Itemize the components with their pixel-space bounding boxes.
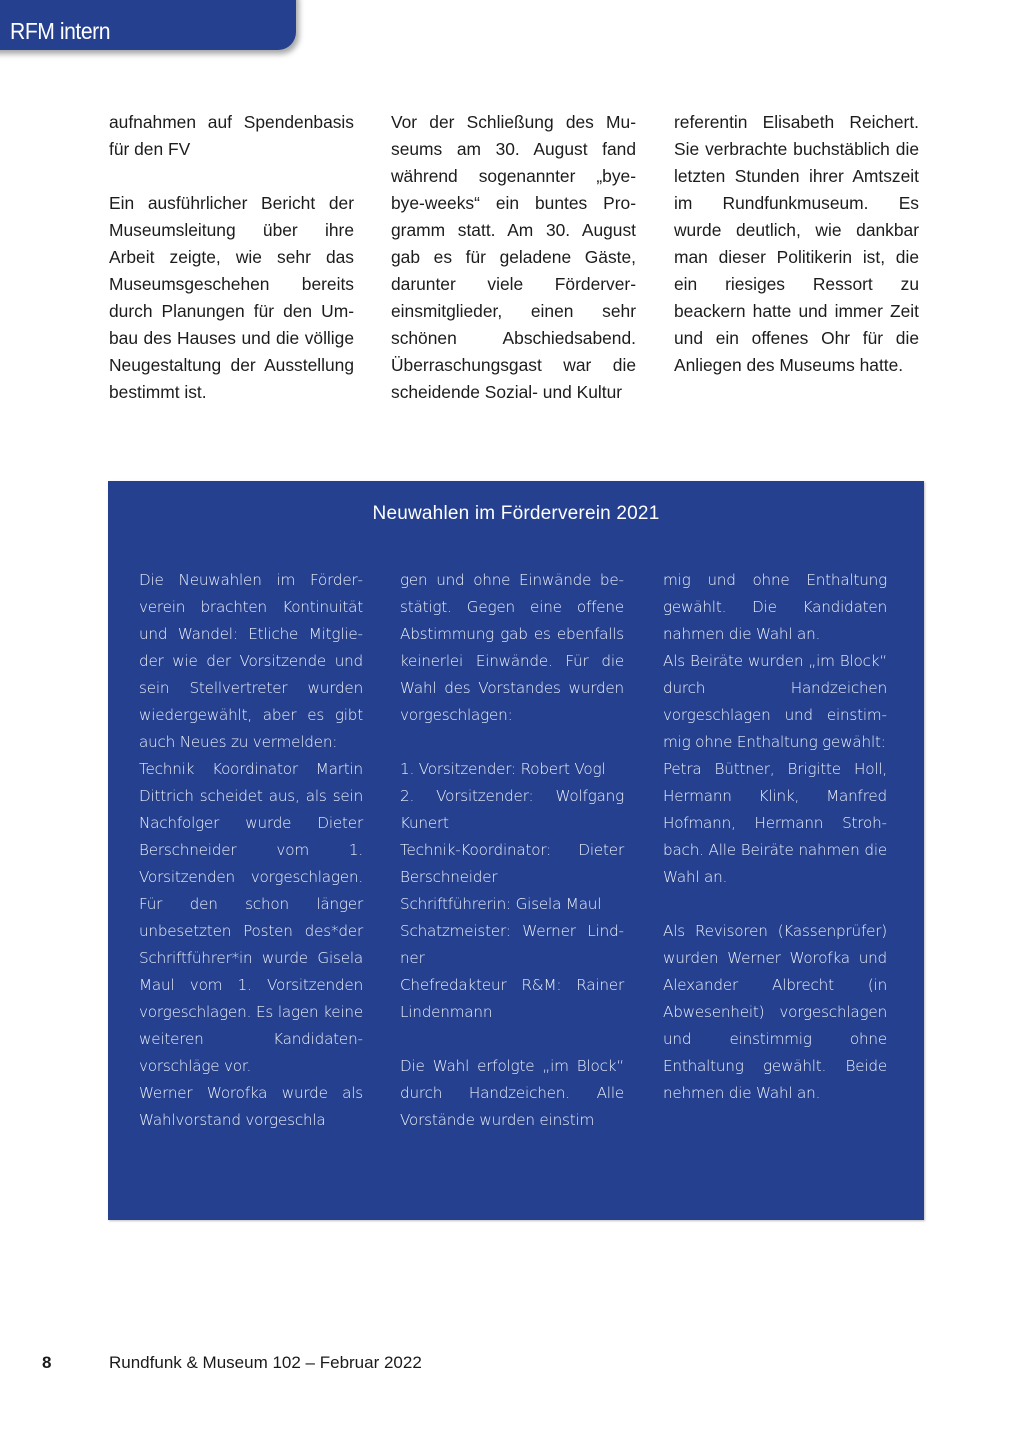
article-column-1 [109,109,354,406]
paragraph: Technik Koordinator Martin Dittrich scheidet aus, als sein Nachfolger wurde Dieter Berschneider vom 1. Vorsitzenden vorgeschlagen. Für den schon länger unbesetzten Posten des*der Schriftführer*in wurde Gisela Maul vom 1. Vorsitzenden vorgeschlagen. Es lagen keine weiteren Kandidatenvorschläge vor. [139,760,363,1075]
paragraph: Vor der Schließung des Museums am 30. August fand während sogenannter „bye-bye-weeks“ ein buntes Programm statt. Am 30. August gab es für geladene Gäste, darunter viele Fördervereinsmitglieder, einen sehr schönen Abschiedsabend. Überraschungsgast war die scheidende Sozial- und Kultur [391,112,636,402]
info-box-column-3 [663,567,887,1107]
paragraph: Werner Worofka wurde als Wahlvorstand vorgeschla [139,1084,363,1129]
nominee-item: Schriftführerin: Gisela Maul [400,895,602,913]
nominee-item: Technik-Koordinator: Dieter Berschneider [400,841,624,886]
nominee-item: Schatzmeister: Werner Lindner [400,922,624,967]
paragraph: gen und ohne Einwände bestätigt. Gegen eine offene Abstimmung gab es ebenfalls keinerlei Einwände. Für die Wahl des Vorstandes wurden vorgeschlagen: [400,571,624,724]
publication-footer: Rundfunk & Museum 102 – Februar 2022 [109,1353,422,1372]
paragraph: Als Beiräte wurden „im Block“ durch Handzeichen vorgeschlagen und einstimmig ohne Enthaltung gewählt: [663,652,887,751]
paragraph: mig und ohne Enthaltung gewählt. Die Kandidaten nahmen die Wahl an. [663,571,887,643]
article-column-3 [674,109,919,379]
article-column-2 [391,109,636,406]
paragraph: Als Revisoren (Kassenprüfer) wurden Werner Worofka und Alexander Albrecht (in Abwesenheit) vorgeschlagen und einstimmig ohne Enthaltung gewählt. Beide nehmen die Wahl an. [663,922,887,1102]
nominee-item: Chefredakteur R&M: Rainer Lindenmann [400,976,624,1021]
paragraph: Petra Büttner, Brigitte Holl, Hermann Klink, Manfred Hofmann, Hermann Strohbach. Alle Beiräte nahmen die Wahl an. [663,760,887,886]
section-header-tab [0,0,296,50]
info-box-column-2 [400,567,624,1134]
paragraph: aufnahmen auf Spendenbasis für den FV [109,112,354,159]
nominee-item: 2. Vorsitzender: Wolfgang Kunert [400,787,624,832]
paragraph: referentin Elisabeth Reichert. Sie verbrachte buchstäblich die letzten Stunden ihrer Amtszeit im Rundfunkmuseum. Es wurde deutlich, wie dankbar man dieser Politikerin ist, die ein riesiges Ressort zu beackern hatte und immer Zeit und ein offenes Ohr für die Anliegen des Museums hatte. [674,112,919,375]
nominee-item: 1. Vorsitzender: Robert Vogl [400,760,606,778]
paragraph: Ein ausführlicher Bericht der Museumsleitung über ihre Arbeit zeigte, wie sehr das Museumsgeschehen bereits durch Planungen für den Umbau des Hauses und die völlige Neugestaltung der Ausstellung bestimmt ist. [109,193,354,402]
info-box-title: Neuwahlen im Förderverein 2021 [372,503,660,524]
elections-info-box [108,481,924,1220]
section-label: RFM intern [10,18,111,44]
paragraph: Die Neuwahlen im Förderverein brachten Kontinuität und Wandel: Etliche Mitglieder wie der Vorsitzende und sein Stellvertreter wurden wiedergewählt, aber es gibt auch Neues zu vermelden: [139,571,363,751]
page-number: 8 [42,1353,52,1372]
info-box-column-1 [139,567,363,1134]
paragraph: Die Wahl erfolgte „im Block“ durch Handzeichen. Alle Vorstände wurden einstim [400,1057,624,1129]
